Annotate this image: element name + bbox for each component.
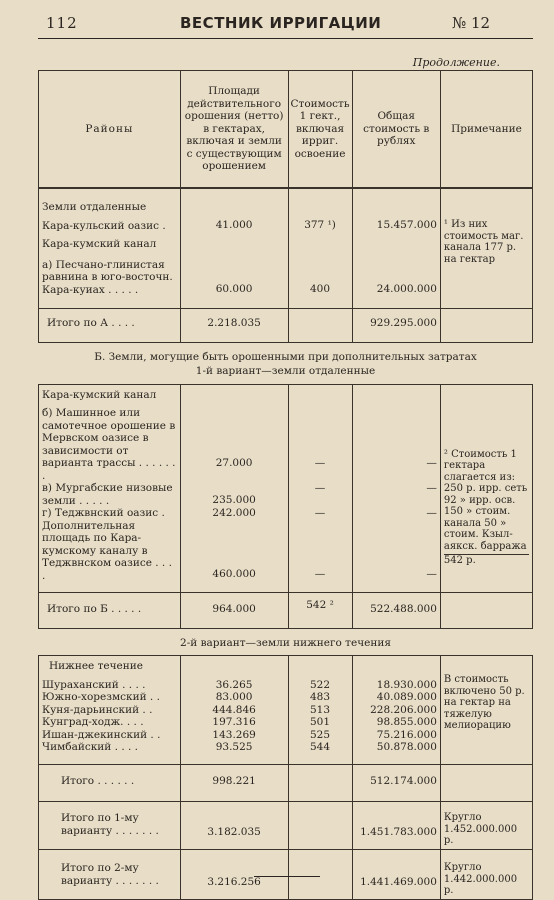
row-name: Дополнительная площадь по Кара-кумскому каналу в Теджвнском оазисе . . . . bbox=[39, 520, 181, 593]
journal-title: ВЕСТНИК ИРРИГАЦИИ bbox=[180, 14, 382, 32]
row-total: — bbox=[352, 482, 440, 507]
row-total: 75.216.000 bbox=[352, 729, 440, 742]
table-row bbox=[39, 188, 533, 232]
note-b-total: 542 р. bbox=[444, 554, 529, 567]
total-sum: 1.451.783.000 bbox=[352, 802, 440, 850]
total-name: Итого . . . . . . bbox=[39, 764, 181, 802]
row-name: Шураханский . . . . bbox=[39, 679, 181, 692]
row-total: 15.457.000 bbox=[352, 188, 440, 232]
total-area: 964.000 bbox=[180, 593, 288, 629]
row-area: 444.846 bbox=[180, 704, 288, 717]
row-area: 41.000 bbox=[180, 188, 288, 232]
table-row bbox=[39, 656, 533, 679]
row-area: 36.265 bbox=[180, 679, 288, 692]
row-total: — bbox=[352, 507, 440, 520]
table-row-total-lower bbox=[39, 764, 533, 802]
table-row-total-v2 bbox=[39, 850, 533, 900]
total-name: Итого по А . . . . bbox=[39, 309, 181, 343]
continuation-label: Продолжение. bbox=[412, 56, 500, 69]
row-name: Кара-кульский оазис . bbox=[42, 219, 166, 232]
row-cost: — bbox=[288, 482, 352, 507]
col-total-cost: Общая стоимость в рублях bbox=[352, 71, 440, 189]
row-total: 40.089.000 bbox=[352, 691, 440, 704]
total-sum: 1.441.469.000 bbox=[352, 850, 440, 900]
row-area: 460.000 bbox=[180, 520, 288, 593]
section-a-title: Земли отдаленные bbox=[42, 201, 147, 213]
total-cost bbox=[288, 309, 352, 343]
issue-number: № 12 bbox=[452, 14, 491, 32]
page-number: 112 bbox=[46, 14, 78, 32]
lower-title: Нижнее течение bbox=[39, 656, 181, 679]
canal-title: Кара-кумский канал bbox=[39, 232, 181, 251]
row-cost: — bbox=[288, 401, 352, 482]
row-area: 83.000 bbox=[180, 691, 288, 704]
row-total: — bbox=[352, 520, 440, 593]
row-name: Куня-дарьинский . . bbox=[39, 704, 181, 717]
header-rule bbox=[38, 38, 533, 39]
canal-title: Кара-кумский канал bbox=[39, 384, 181, 401]
total-area: 3.182.035 bbox=[180, 802, 288, 850]
row-name: б) Машинное или самотечное орошение в Мервском оазисе в зависимости от варианта трассы . . . . . . . bbox=[39, 401, 181, 482]
total-area: 998.221 bbox=[180, 764, 288, 802]
variant2-heading: 2-й вариант—земли нижнего течения bbox=[180, 636, 391, 649]
col-note: Примечание bbox=[440, 71, 532, 189]
table-row-total-b bbox=[39, 593, 533, 629]
section-b-heading: Б. Земли, могущие быть орошенными при дополнительных затратах bbox=[94, 350, 477, 363]
total-sum: 512.174.000 bbox=[352, 764, 440, 802]
total-name: Итого по 2-му варианту . . . . . . . bbox=[39, 850, 181, 900]
total-name: Итого по Б . . . . . bbox=[39, 593, 181, 629]
col-districts: Районы bbox=[39, 71, 181, 189]
row-cost: — bbox=[288, 520, 352, 593]
row-cost: 400 bbox=[288, 251, 352, 309]
row-total: 98.855.000 bbox=[352, 716, 440, 729]
table-row bbox=[39, 384, 533, 401]
row-total: — bbox=[352, 401, 440, 482]
row-cost: 525 bbox=[288, 729, 352, 742]
total-cost: 542 ² bbox=[288, 593, 352, 629]
row-name: Южно-хорезмский . . bbox=[39, 691, 181, 704]
row-cost: 544 bbox=[288, 741, 352, 764]
row-total: 18.930.000 bbox=[352, 679, 440, 692]
row-cost: 483 bbox=[288, 691, 352, 704]
total-area: 3.216.256 bbox=[180, 850, 288, 900]
cost-table bbox=[38, 70, 533, 900]
note-v1: Кругло 1.452.000.000 р. bbox=[440, 802, 532, 850]
row-name: в) Мургабские низовые земли . . . . . bbox=[39, 482, 181, 507]
col-cost-per-ha: Стоимость 1 гект., включая ирриг. освоение bbox=[288, 71, 352, 189]
bottom-rule bbox=[254, 876, 320, 877]
row-cost: 522 bbox=[288, 679, 352, 692]
row-area: 197.316 bbox=[180, 716, 288, 729]
row-cost: 377 ¹) bbox=[288, 188, 352, 232]
row-name: Ишан-джекинский . . bbox=[39, 729, 181, 742]
row-name: Чимбайский . . . . bbox=[39, 741, 181, 764]
total-sum: 522.488.000 bbox=[352, 593, 440, 629]
note-a: ¹ Из них стоимость маг. канала 177 р. на гектар bbox=[440, 188, 532, 309]
row-area: 143.269 bbox=[180, 729, 288, 742]
row-area: 60.000 bbox=[180, 251, 288, 309]
row-area: 27.000 bbox=[180, 401, 288, 482]
total-area: 2.218.035 bbox=[180, 309, 288, 343]
table-row-total-a bbox=[39, 309, 533, 343]
col-area: Площади действительного орошения (нетто) в гектарах, включая и земли с существующим орошением bbox=[180, 71, 288, 189]
running-header bbox=[0, 14, 554, 36]
row-cost: 501 bbox=[288, 716, 352, 729]
row-area: 235.000 bbox=[180, 482, 288, 507]
total-sum: 929.295.000 bbox=[352, 309, 440, 343]
table-row-total-v1 bbox=[39, 802, 533, 850]
row-name: г) Теджвнский оазис . bbox=[39, 507, 181, 520]
row-total: 228.206.000 bbox=[352, 704, 440, 717]
table-header-row bbox=[39, 71, 533, 189]
row-name: а) Песчано-глинистая равнина в юго-восточн. Кара-куиах . . . . . bbox=[39, 251, 181, 309]
total-name: Итого по 1-му варианту . . . . . . . bbox=[39, 802, 181, 850]
note-lower: В стоимость включено 50 р. на гектар на тяжелую мелиорацию bbox=[440, 656, 532, 765]
variant1-heading: 1-й вариант—земли отдаленные bbox=[195, 365, 376, 377]
row-area: 93.525 bbox=[180, 741, 288, 764]
row-area: 242.000 bbox=[180, 507, 288, 520]
note-b: ² Стоимость 1 гектара слагается из: 250 р. ирр. сеть 92 » ирр. осв. 150 » стоим. канала 50 » стоим. Кзыл-аякск. барража bbox=[443, 448, 528, 552]
row-total: 50.878.000 bbox=[352, 741, 440, 764]
row-cost: 513 bbox=[288, 704, 352, 717]
row-name: Кунград-ходж. . . . bbox=[39, 716, 181, 729]
note-v2: Кругло 1.442.000.000 р. bbox=[440, 850, 532, 900]
row-total: 24.000.000 bbox=[352, 251, 440, 309]
row-cost: — bbox=[288, 507, 352, 520]
